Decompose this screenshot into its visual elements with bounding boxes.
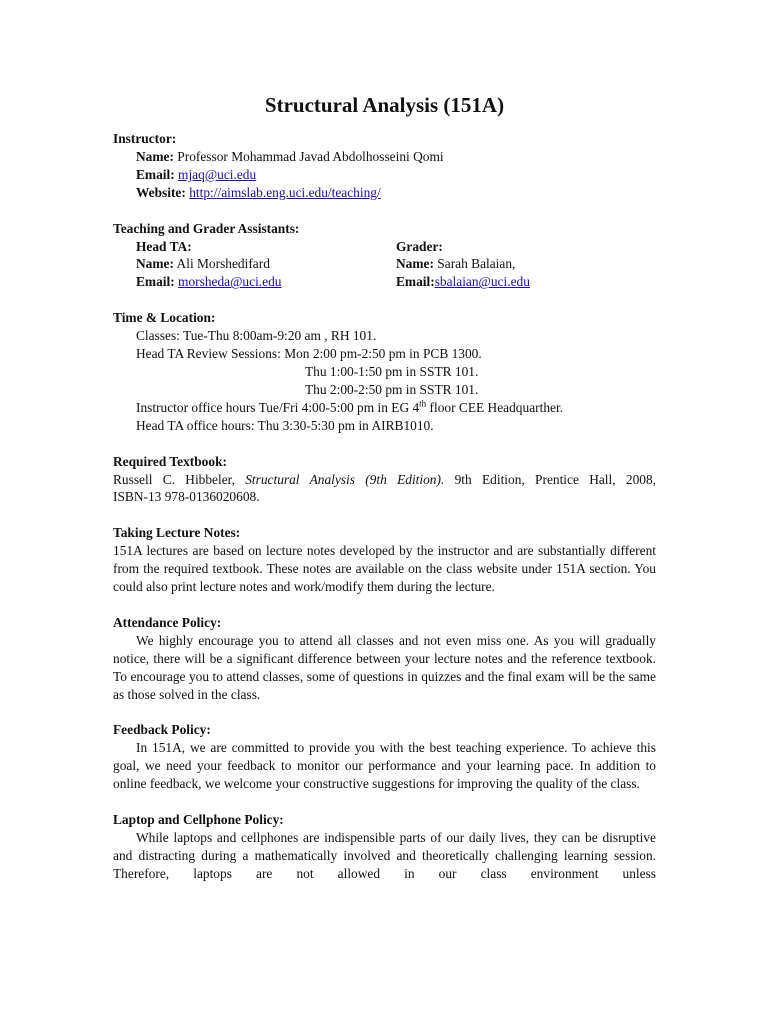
attendance-body: We highly encourage you to attend all classes and not even miss one. As you will gradually notice, there will be a significant difference between your lecture notes and the reference textbook. To encourage you to attend classes, some of questions in quizzes and the final exam will be the same as those solved in the class. [113,632,656,702]
head-ta-heading: Head TA: [136,238,192,254]
grader-name: Sarah Balaian, [437,256,516,272]
instructor-website-link[interactable]: http://aimslab.eng.uci.edu/teaching/ [189,184,381,200]
instructor-email-row [113,166,656,184]
feedback-body: In 151A, we are committed to provide you with the best teaching experience. To achieve this goal, we need your feedback to monitor our performance and your learning pace. In addition to online feedback, we welcome your constructive suggestions for improving the quality of the class. [113,740,656,792]
assistants-columns [113,238,656,292]
lecture-notes-heading: Taking Lecture Notes: [113,525,241,541]
office-hours-text-b: floor CEE Headquarther. [426,399,564,415]
instructor-heading: Instructor: [113,131,177,146]
instructor-name: Professor Mohammad Javad Abdolhosseini Qomi [177,148,444,164]
head-ta-name: Ali Morshedifard [176,256,270,272]
textbook-heading: Required Textbook: [113,453,227,469]
instructor-name-row [113,148,656,166]
page-title: Structural Analysis (151A) [264,93,505,117]
office-hours-superscript: th [419,398,427,409]
time-location-heading: Time & Location: [113,310,216,326]
review-session-line-1: Head TA Review Sessions: Mon 2:00 pm-2:50 pm in PCB 1300. [136,346,482,362]
feedback-heading: Feedback Policy: [113,722,211,738]
laptop-heading: Laptop and Cellphone Policy: [113,812,284,828]
head-ta-name-label: Name: [136,256,174,272]
review-session-line-3: Thu 2:00-2:50 pm in SSTR 101. [305,381,479,397]
head-ta-column [136,238,396,292]
classes-line: Classes: Tue-Thu 8:00am-9:20 am , RH 101. [136,328,377,344]
grader-email-link[interactable]: sbalaian@uci.edu [434,274,530,290]
textbook-author: Russell C. Hibbeler, [113,471,246,487]
head-ta-name-row [136,255,396,273]
grader-column [396,238,656,292]
textbook-line-1 [113,471,656,489]
textbook-edition: 9th Edition, Prentice Hall, 2008, [444,471,656,487]
textbook-isbn: ISBN-13 978-0136020608. [113,489,260,505]
instructor-website-row [113,184,656,202]
instructor-email-link[interactable]: mjaq@uci.edu [178,166,257,182]
syllabus-page [113,92,656,883]
grader-name-label: Name: [396,256,434,272]
grader-name-row [396,255,656,273]
head-ta-email-link[interactable]: morsheda@uci.edu [178,274,282,290]
instructor-office-hours-line [113,399,656,417]
instructor-website-label: Website: [136,184,186,200]
instructor-email-label: Email: [136,166,175,182]
review-session-line-2: Thu 1:00-1:50 pm in SSTR 101. [305,363,479,379]
grader-email-label: Email: [396,274,435,290]
head-ta-email-label: Email: [136,274,175,290]
laptop-body: While laptops and cellphones are indispensible parts of our daily lives, they can be disruptive and distracting during a mathematically involved and theoretically challenging learning session. Therefore, laptops are not allowed in our class environment unless [113,830,656,881]
instructor-name-label: Name: [136,148,174,164]
grader-email-row [396,273,656,291]
textbook-title: Structural Analysis (9th Edition). [245,471,445,487]
grader-heading: Grader: [396,238,443,254]
head-ta-email-row [136,273,396,291]
office-hours-text-a: Instructor office hours Tue/Fri 4:00-5:00 pm in EG 4 [136,399,420,415]
assistants-heading: Teaching and Grader Assistants: [113,220,300,236]
attendance-heading: Attendance Policy: [113,614,222,630]
ta-office-hours-line: Head TA office hours: Thu 3:30-5:30 pm in AIRB1010. [136,417,434,433]
lecture-notes-body: 151A lectures are based on lecture notes developed by the instructor and are substantially different from the required textbook. These notes are available on the class website under 151A section. You could also print lecture notes and work/modify them during the lecture. [113,543,656,595]
